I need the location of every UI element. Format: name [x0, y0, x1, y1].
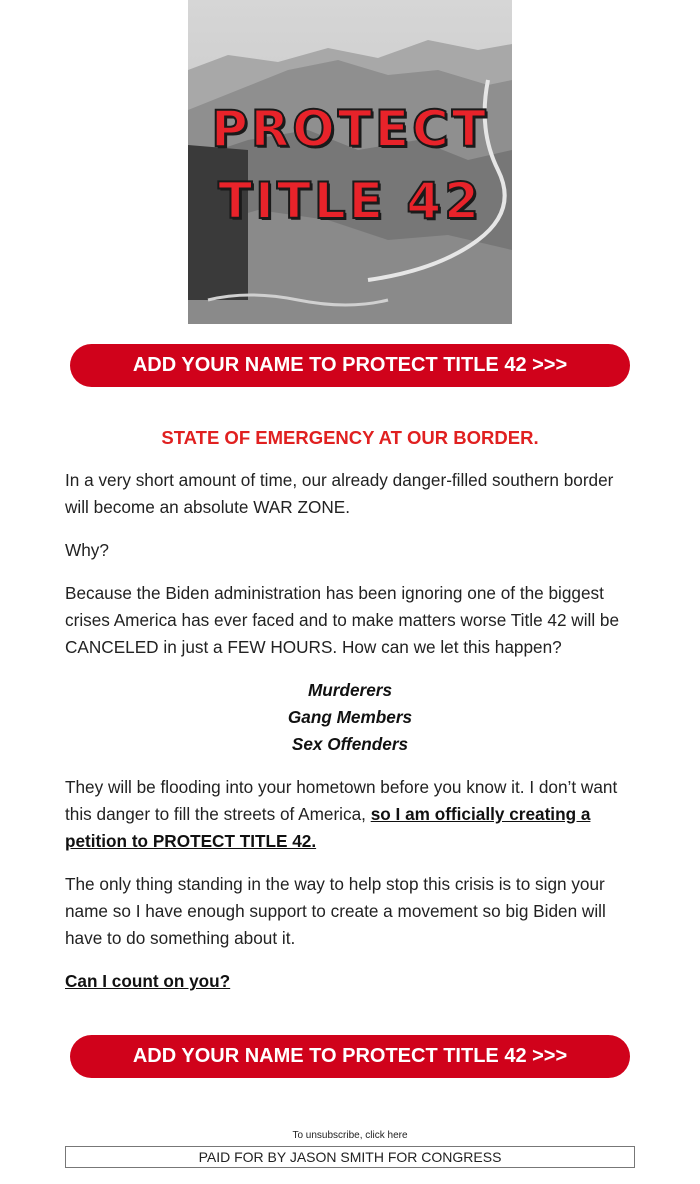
border-landscape-image: [188, 0, 512, 324]
paragraph-war-zone: In a very short amount of time, our already danger-filled southern border will become an absolute WAR ZONE.: [65, 470, 614, 517]
paragraph-why: Why?: [65, 540, 109, 560]
paragraph-biden: Because the Biden administration has been ignoring one of the biggest crises America has ever faced and to make matters worse Title 42 will be CANCELED in just a FEW HOURS. How can we let this happen?: [65, 583, 620, 657]
unsubscribe-line: [0, 1130, 700, 1141]
email-body: [65, 424, 635, 1011]
paragraph-count-on-you: [65, 968, 635, 995]
unsubscribe-prefix: To unsubscribe,: [292, 1130, 366, 1141]
hero-image: [188, 0, 512, 324]
paragraph-petition-text: They will be flooding into your hometown before you know it. I don’t want this danger to fill the streets of America,: [65, 777, 618, 824]
hero-title-line2: TITLE 42: [218, 172, 482, 230]
petition-link[interactable]: so I am officially creating a petition to PROTECT TITLE 42.: [65, 804, 591, 851]
add-name-button-top[interactable]: ADD YOUR NAME TO PROTECT TITLE 42 >>>: [70, 344, 630, 387]
headline: STATE OF EMERGENCY AT OUR BORDER.: [161, 427, 539, 448]
paid-for-disclaimer: PAID FOR BY JASON SMITH FOR CONGRESS: [65, 1146, 635, 1168]
threat-item-gang-members: Gang Members: [287, 707, 413, 727]
paragraph-sign: The only thing standing in the way to help stop this crisis is to sign your name so I have enough support to create a movement so big Biden will have to do something about it.: [65, 874, 606, 948]
threat-item-sex-offenders: Sex Offenders: [291, 734, 409, 754]
threat-list: [65, 677, 635, 758]
unsubscribe-link[interactable]: click here: [365, 1130, 408, 1141]
threat-item-murderers: Murderers: [307, 680, 393, 700]
count-on-you-link[interactable]: Can I count on you?: [65, 971, 231, 991]
paragraph-petition: [65, 774, 635, 855]
hero-title-line1: PROTECT: [211, 100, 489, 158]
add-name-button-bottom[interactable]: ADD YOUR NAME TO PROTECT TITLE 42 >>>: [70, 1035, 630, 1078]
